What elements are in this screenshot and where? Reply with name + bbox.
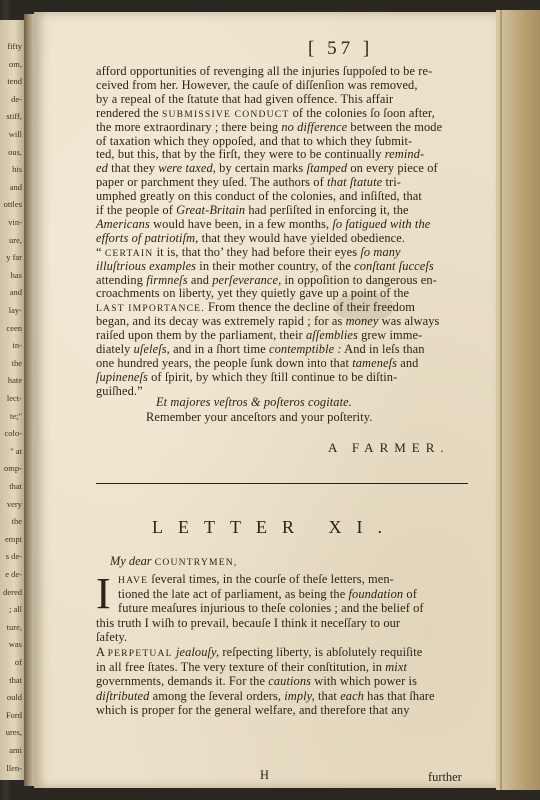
facing-page-fragment: lect- [6, 393, 22, 403]
body-text: ted, but this, that by the firſt, they were to be continually [96, 147, 385, 162]
facing-page-fragment: has [10, 269, 22, 280]
facing-page-fragment: his [12, 164, 22, 175]
body-text: ed [96, 161, 108, 176]
body-text: illuſtrious examples [96, 258, 197, 273]
body-text: tameneſs [352, 355, 398, 370]
letter-line [96, 630, 127, 644]
body-text: if the people of [96, 203, 177, 217]
facing-page-fragment: was [8, 639, 22, 650]
body-line [96, 92, 393, 106]
latin-quote: Et majores veſtros & poſteros cogitate. [156, 395, 352, 409]
letter-text: foundation [348, 586, 404, 601]
facing-page-fragment: the [11, 357, 22, 368]
letter-text: with which power is [311, 674, 418, 689]
book-cover-edge [496, 10, 540, 790]
letter-text: in all free ſtates. The very texture of their conſtitution, in [96, 659, 386, 674]
facing-page-fragment: " at [10, 445, 22, 456]
facing-page-fragment: ceen [6, 322, 22, 333]
body-text: diately [96, 342, 134, 356]
body-text: rendered the [96, 105, 162, 120]
facing-page-fragment: lay- [8, 305, 22, 315]
body-text: Americans [96, 216, 150, 231]
salutation-countrymen: COUNTRYMEN, [154, 557, 238, 568]
facing-page-fragment: that [9, 674, 22, 685]
body-text: that they [107, 161, 159, 176]
facing-page-fragment: vin- [8, 217, 22, 227]
facing-page-fragment: s de- [5, 551, 22, 562]
letter-text: jealouſy, [175, 645, 220, 659]
letter-text: governments, demands it. For the [96, 674, 269, 689]
body-text: money [345, 314, 379, 329]
body-line [96, 370, 397, 384]
facing-page-fragment: ous, [8, 146, 22, 157]
letter-line [96, 616, 400, 630]
facing-page-fragment: de- [11, 93, 22, 104]
body-text: of the colonies ſo ſoon after, [289, 105, 435, 120]
book-gutter [24, 14, 34, 786]
page-number: [ 57 ] [308, 38, 374, 59]
body-text: on every piece of [347, 161, 438, 176]
facing-page-fragment: ould [6, 692, 22, 703]
letter-text: has that ſhare [363, 688, 435, 703]
quote-translation: Remember your anceſtors and your poſterity. [146, 410, 373, 424]
body-text: one hundred years, the people ſunk down into that [96, 355, 353, 370]
body-text: firmneſs [146, 272, 188, 287]
body-text: ſupineneſs [96, 369, 148, 384]
facing-page-fragment: om, [9, 58, 22, 69]
letter-text: PERPETUAL [107, 648, 173, 659]
facing-page-fragment: that [9, 481, 22, 491]
body-text: and in a ſhort time [169, 342, 270, 356]
facing-page-fragment: ; all [9, 604, 22, 615]
letter-line [118, 572, 394, 588]
facing-page-fragment: e de- [5, 569, 22, 579]
body-text: guiſhed.” [96, 383, 143, 398]
body-text: ceived from her. However, the cauſe of diſſenſion was removed, [96, 77, 418, 92]
body-line [96, 231, 405, 245]
body-text: began, and its decay was extremely rapid ; for as [96, 314, 346, 329]
body-text: efforts of patriotiſm, [96, 230, 199, 245]
body-line [96, 314, 439, 328]
letter-line [96, 689, 435, 703]
body-line [96, 161, 438, 175]
body-line [96, 189, 422, 203]
facing-page-fragment: tend [7, 76, 22, 87]
body-line [96, 175, 401, 189]
facing-page-fragment: in- [12, 340, 22, 351]
body-text: remind- [384, 147, 425, 162]
letter-text: cautions [268, 674, 312, 689]
facing-page-fragment: will [8, 129, 22, 139]
facing-page-fragment: llen- [6, 762, 22, 773]
facing-page-fragment: fifty [7, 41, 22, 51]
letter-text: mixt [385, 659, 407, 674]
letter-text: among the ſeveral orders, [149, 688, 285, 703]
body-text: of taxation which they oppoſed, and that to which they ſubmit- [96, 133, 413, 148]
letter-text: imply, [284, 688, 315, 703]
letter-text: diſtributed [96, 688, 150, 703]
body-text: “ [96, 244, 105, 259]
body-text: croachments on liberty, yet they quietly gave up a point of the [96, 286, 410, 301]
body-text: ſo fatigued with the [332, 216, 431, 231]
body-line [96, 384, 143, 398]
body-line [96, 147, 424, 161]
letter-line [96, 703, 410, 717]
body-text: would have been, in a few months, [149, 216, 333, 231]
body-text: CERTAIN [104, 247, 154, 259]
body-text: the more extraordinary ; there being [96, 119, 282, 134]
body-text: that they would have yielded obedience. [198, 230, 406, 245]
body-text: SUBMISSIVE CONDUCT [161, 108, 290, 120]
facing-page-fragment: and [9, 181, 22, 192]
body-text: conſtant ſucceſs [354, 258, 434, 273]
letter-text: HAVE [118, 575, 149, 586]
letter-text: future meaſures injurious to theſe colonies ; and the belief of [118, 601, 424, 616]
body-text: were taxed, [158, 161, 216, 176]
body-line [96, 203, 409, 217]
letter-text: reſpecting liberty, is abſolutely requiſite [219, 645, 423, 659]
letter-text: each [340, 688, 364, 703]
letter-text: of [403, 586, 417, 601]
body-line [96, 273, 437, 287]
facing-page-fragment: ture, [6, 621, 22, 632]
body-line [96, 342, 425, 356]
letter-text: ſeveral times, in the courſe of theſe letters, men- [148, 572, 394, 586]
letter-line [96, 674, 417, 688]
body-text: ſtamped [306, 161, 348, 176]
body-line [96, 64, 432, 78]
facing-page-fragment: ures, [5, 727, 22, 738]
body-text: From thence the decline of their freedom [204, 300, 416, 315]
body-text: LAST IMPORTANCE. [96, 303, 205, 315]
catchword: further [428, 770, 462, 784]
section-rule [96, 483, 468, 484]
body-text: by certain marks [215, 161, 307, 176]
body-text: between the mode [347, 119, 443, 134]
body-text: that ſtatute [327, 175, 383, 190]
body-text: in their mother country, of the [196, 258, 355, 273]
body-text: grew imme- [357, 328, 423, 343]
body-text: by a repeal of the ſtatute that had given offence. This affair [96, 91, 394, 106]
body-text: and [187, 272, 213, 287]
body-text: And in leſs than [341, 342, 425, 356]
body-text: tri- [382, 175, 401, 190]
salutation-prefix: My dear [110, 554, 155, 568]
facing-page-fragment: y far [6, 252, 22, 263]
body-text: aſſemblies [305, 328, 358, 343]
letter-text: this truth I wiſh to prevail, becauſe I think it neceſſary to our [96, 615, 401, 630]
letter-line [96, 660, 407, 674]
facing-page-fragment: and [9, 287, 22, 298]
letter-text: tioned the late act of parliament, as being the [118, 586, 349, 601]
facing-page-edge [0, 20, 24, 780]
body-line [96, 328, 422, 342]
body-text: uſeleſs, [133, 342, 170, 356]
facing-page-fragment: ottles [3, 199, 22, 210]
body-text: no difference [281, 119, 348, 134]
body-text: paper or parchment they uſed. The authors of [96, 175, 328, 190]
body-text: and [397, 355, 419, 370]
body-line [96, 286, 409, 300]
body-line [96, 259, 434, 273]
body-text: afford opportunities of revenging all the injuries ſuppoſed to be re- [96, 64, 433, 78]
letter-text: that [314, 688, 341, 703]
facing-page-fragment: colo- [4, 428, 22, 439]
facing-page-fragment: dered [3, 586, 22, 597]
body-text: in oppoſition to dangerous en- [281, 272, 437, 287]
body-line [96, 78, 418, 92]
body-text: had perſiſted in enforcing it, the [245, 203, 409, 217]
body-text: umphed greatly on this conduct of the colonies, and inſiſted, that [96, 189, 422, 204]
body-text: ſo many [360, 244, 401, 259]
letter-line [118, 601, 424, 615]
facing-page-fragment: omp- [4, 463, 22, 474]
body-text: attending [96, 272, 147, 287]
body-text: it is, that tho’ they had before their eyes [153, 244, 361, 259]
letter-heading: LETTER XI. [152, 517, 397, 537]
facing-page-fragment: ure, [9, 234, 22, 245]
body-text: was always [378, 314, 440, 329]
facing-page-fragment: empt [5, 533, 22, 544]
facing-page-fragment: the [11, 516, 22, 527]
book-page [34, 12, 496, 788]
body-line [96, 134, 412, 148]
facing-page-fragment: ami [9, 745, 22, 755]
body-line [96, 217, 430, 231]
letter-text: which is proper for the general welfare, and therefore that any [96, 703, 410, 718]
letter-line [118, 587, 417, 601]
body-text: contemptible : [269, 342, 342, 356]
salutation [110, 554, 238, 569]
facing-page-fragment: hate [7, 375, 22, 386]
body-text: perſeverance, [212, 272, 282, 287]
facing-page-fragment: very [6, 498, 22, 509]
facing-page-fragment: Ford [5, 709, 22, 720]
letter-text: ſafety. [96, 630, 128, 645]
drop-cap: I [96, 569, 111, 618]
facing-page-fragment: te;" [10, 410, 22, 421]
letter-line [96, 645, 422, 661]
body-text: raiſed upon them by the parliament, their [96, 328, 306, 343]
body-text: of ſpirit, by which they ſtill continue to be diſtin- [147, 369, 398, 384]
signature-mark: H [260, 768, 269, 782]
body-line [96, 120, 442, 134]
body-line [96, 356, 418, 370]
facing-page-fragment: of [14, 657, 22, 667]
letter-text: A [96, 645, 108, 659]
signature: A FARMER. [328, 440, 450, 455]
facing-page-fragment: stiff, [6, 111, 22, 122]
body-text: Great-Britain [176, 203, 246, 217]
